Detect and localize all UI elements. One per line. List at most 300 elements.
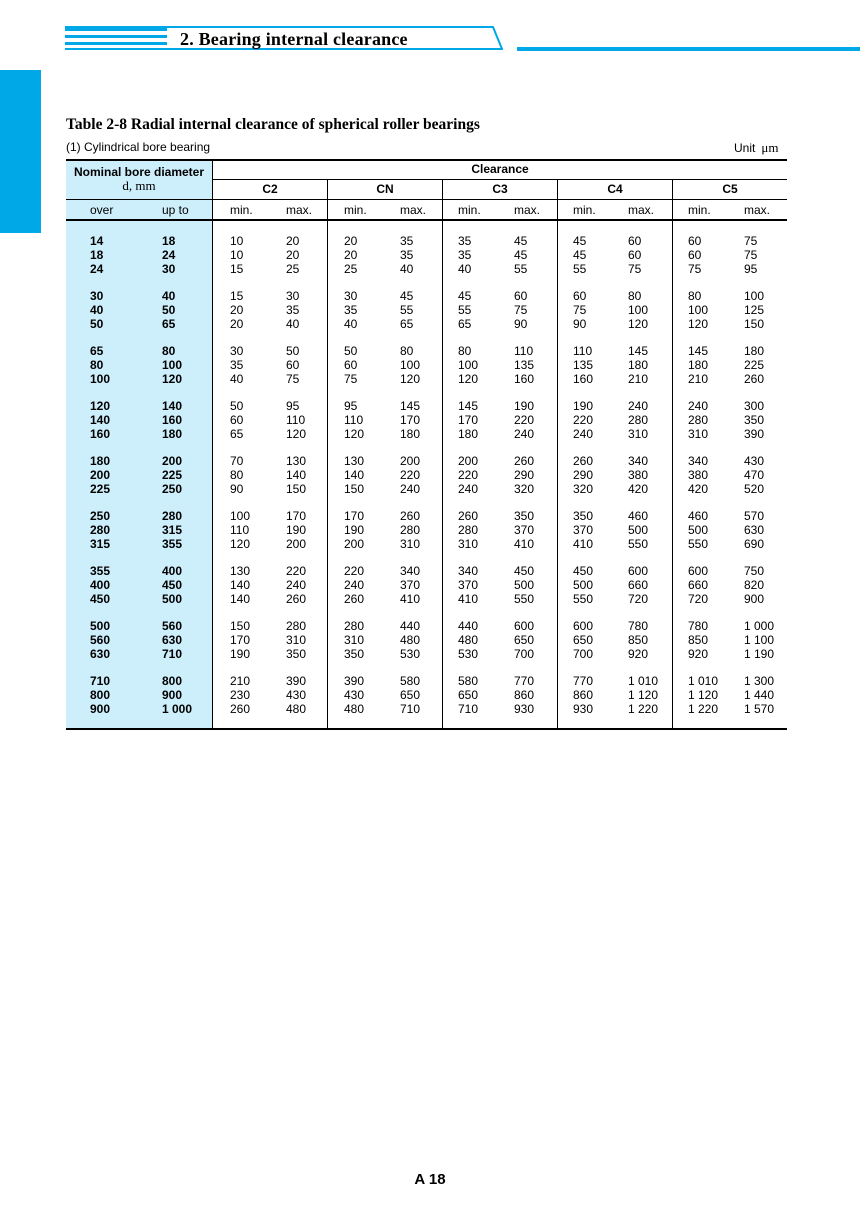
- table-cell: 310: [286, 632, 307, 647]
- group-header: C5: [722, 182, 738, 196]
- table-cell: 140: [344, 467, 365, 482]
- subheader-cell: max.: [628, 203, 655, 217]
- table-cell: 80: [458, 344, 472, 358]
- table-cell: 150: [344, 481, 365, 496]
- table-cell: 145: [628, 344, 649, 358]
- table-cell: 1 300: [744, 674, 775, 688]
- table-cell: 410: [400, 591, 421, 606]
- table-cell: 110: [286, 412, 306, 427]
- table-cell: 720: [628, 591, 649, 606]
- table-cell: 900: [162, 687, 183, 702]
- table-cell: 260: [286, 591, 307, 606]
- table-cell: 170: [400, 412, 421, 427]
- table-cell: 30: [286, 289, 300, 303]
- table-cell: 500: [628, 522, 649, 537]
- table-cell: 550: [573, 591, 594, 606]
- table-cell: 80: [400, 344, 414, 358]
- table-cell: 280: [400, 522, 421, 537]
- table-cell: 300: [744, 399, 765, 413]
- table-cell: 90: [230, 481, 244, 496]
- table-cell: 250: [162, 481, 183, 496]
- table-cell: 710: [90, 674, 111, 688]
- table-cell: 240: [628, 399, 649, 413]
- table-cell: 45: [514, 247, 528, 262]
- table-cell: 35: [458, 234, 472, 248]
- table-cell: 780: [628, 619, 649, 633]
- table-cell: 1 120: [688, 687, 719, 702]
- table-cell: 355: [162, 536, 183, 551]
- table-cell: 430: [744, 454, 765, 468]
- table-cell: 700: [514, 646, 535, 661]
- table-cell: 30: [344, 289, 358, 303]
- table-cell: 1 010: [628, 674, 659, 688]
- table-cell: 1 000: [162, 701, 193, 716]
- table-cell: 710: [162, 646, 183, 661]
- table-cell: 25: [344, 261, 358, 276]
- section-title: 2. Bearing internal clearance: [180, 29, 408, 49]
- table-cell: 1 570: [744, 701, 775, 716]
- table-cell: 290: [514, 467, 535, 482]
- table-cell: 390: [344, 674, 365, 688]
- table-cell: 450: [573, 564, 594, 578]
- table-cell: 500: [514, 577, 535, 592]
- unit-text: Unit: [734, 141, 756, 155]
- table-cell: 95: [286, 399, 300, 413]
- table-cell: 65: [162, 316, 176, 331]
- table-cell: 1 120: [628, 687, 659, 702]
- table-cell: 120: [458, 371, 479, 386]
- table-cell: 60: [514, 289, 528, 303]
- table-cell: 100: [230, 509, 251, 523]
- table-cell: 110: [514, 344, 534, 358]
- table-cell: 65: [230, 426, 244, 441]
- table-cell: 220: [344, 564, 365, 578]
- table-cell: 75: [744, 234, 758, 248]
- table-cell: 310: [458, 536, 479, 551]
- table-cell: 240: [400, 481, 421, 496]
- table-cell: 480: [344, 701, 365, 716]
- table-cell: 60: [688, 247, 702, 262]
- table-cell: 290: [573, 467, 594, 482]
- table-cell: 125: [744, 302, 765, 317]
- table-cell: 340: [628, 454, 649, 468]
- table-cell: 20: [230, 302, 244, 317]
- table-cell: 40: [458, 261, 472, 276]
- table-cell: 410: [458, 591, 479, 606]
- table-cell: 220: [514, 412, 535, 427]
- table-cell: 130: [286, 454, 307, 468]
- table-cell: 750: [744, 564, 765, 578]
- table-cell: 145: [400, 399, 421, 413]
- table-cell: 550: [688, 536, 709, 551]
- subheader-cell: min.: [573, 203, 596, 217]
- table-cell: 630: [162, 632, 183, 647]
- table-cell: 580: [400, 674, 421, 688]
- table-cell: 100: [628, 302, 649, 317]
- table-cell: 390: [744, 426, 765, 441]
- table-cell: 45: [514, 234, 528, 248]
- table-cell: 75: [514, 302, 528, 317]
- table-cell: 18: [162, 234, 176, 248]
- table-cell: 110: [344, 412, 364, 427]
- table-cell: 40: [400, 261, 414, 276]
- table-cell: 280: [286, 619, 307, 633]
- table-cell: 60: [628, 247, 642, 262]
- table-cell: 820: [744, 577, 765, 592]
- table-cell: 190: [514, 399, 535, 413]
- table-cell: 40: [162, 289, 176, 303]
- table-cell: 45: [400, 289, 414, 303]
- group-header: C2: [262, 182, 278, 196]
- table-cell: 30: [230, 344, 244, 358]
- table-cell: 160: [162, 412, 183, 427]
- subheader-cell: min.: [230, 203, 253, 217]
- table-cell: 200: [400, 454, 421, 468]
- table-cell: 340: [458, 564, 479, 578]
- table-cell: 180: [628, 357, 649, 372]
- table-cell: 350: [344, 646, 365, 661]
- table-cell: 10: [230, 234, 244, 248]
- table-cell: 390: [286, 674, 307, 688]
- table-cell: 40: [344, 316, 358, 331]
- table-cell: 1 010: [688, 674, 719, 688]
- table-cell: 310: [628, 426, 649, 441]
- table-cell: 120: [230, 536, 251, 551]
- table-cell: 90: [514, 316, 528, 331]
- table-title: Table 2-8 Radial internal clearance of spherical roller bearings: [66, 116, 480, 133]
- table-cell: 35: [400, 247, 414, 262]
- table-cell: 210: [628, 371, 649, 386]
- header-rule: [66, 199, 787, 200]
- table-cell: 14: [90, 234, 104, 248]
- table-cell: 100: [688, 302, 709, 317]
- page-number: A 18: [414, 1171, 446, 1188]
- group-divider: [557, 180, 558, 729]
- table-cell: 900: [90, 701, 111, 716]
- table-cell: 380: [628, 467, 649, 482]
- table-cell: 240: [458, 481, 479, 496]
- table-cell: 800: [162, 674, 183, 688]
- clearance-header: Clearance: [471, 162, 529, 176]
- table-cell: 200: [458, 454, 479, 468]
- table-cell: 140: [162, 399, 183, 413]
- table-cell: 18: [90, 247, 104, 262]
- table-cell: 530: [400, 646, 421, 661]
- table-cell: 500: [162, 591, 183, 606]
- table-cell: 35: [230, 357, 244, 372]
- table-cell: 460: [688, 509, 709, 523]
- table-cell: 75: [744, 247, 758, 262]
- table-cell: 600: [688, 564, 709, 578]
- table-cell: 225: [90, 481, 111, 496]
- table-cell: 60: [628, 234, 642, 248]
- table-cell: 35: [344, 302, 358, 317]
- table-cell: 280: [90, 522, 111, 537]
- table-cell: 120: [400, 371, 421, 386]
- subheader-cell: max.: [400, 203, 427, 217]
- table-cell: 350: [286, 646, 307, 661]
- table-cell: 120: [90, 399, 111, 413]
- table-cell: 310: [688, 426, 709, 441]
- table-cell: 310: [400, 536, 421, 551]
- table-cell: 420: [688, 481, 709, 496]
- table-cell: 650: [514, 632, 535, 647]
- table-cell: 650: [400, 687, 421, 702]
- side-tab: [0, 70, 41, 233]
- table-cell: 260: [458, 509, 479, 523]
- table-cell: 240: [286, 577, 307, 592]
- table-cell: 30: [162, 261, 176, 276]
- group-header: C4: [607, 182, 623, 196]
- table-cell: 200: [90, 467, 111, 482]
- table-cell: 220: [573, 412, 594, 427]
- table-cell: 55: [458, 302, 472, 317]
- table-cell: 140: [90, 412, 111, 427]
- table-cell: 180: [744, 344, 765, 358]
- table-cell: 260: [744, 371, 765, 386]
- table-cell: 20: [230, 316, 244, 331]
- table-cell: 190: [344, 522, 365, 537]
- table-cell: 380: [688, 467, 709, 482]
- table-cell: 225: [162, 467, 183, 482]
- table-cell: 50: [90, 316, 104, 331]
- table-cell: 500: [688, 522, 709, 537]
- table-cell: 75: [573, 302, 587, 317]
- table-cell: 145: [458, 399, 479, 413]
- table-cell: 430: [344, 687, 365, 702]
- subheader-cell: min.: [344, 203, 367, 217]
- table-cell: 150: [286, 481, 307, 496]
- group-divider: [672, 180, 673, 729]
- table-cell: 160: [573, 371, 594, 386]
- table-cell: 95: [744, 261, 758, 276]
- table-cell: 80: [230, 467, 244, 482]
- table-cell: 350: [744, 412, 765, 427]
- table-cell: 280: [162, 509, 183, 523]
- table-cell: 80: [90, 357, 104, 372]
- table-cell: 660: [628, 577, 649, 592]
- table-cell: 40: [90, 302, 104, 317]
- table-cell: 500: [90, 619, 111, 633]
- table-cell: 30: [90, 289, 104, 303]
- table-cell: 55: [400, 302, 414, 317]
- group-divider: [327, 180, 328, 729]
- table-cell: 280: [688, 412, 709, 427]
- table-cell: 140: [230, 591, 251, 606]
- table-subtitle: (1) Cylindrical bore bearing: [66, 140, 211, 154]
- table-cell: 260: [230, 701, 251, 716]
- unit-symbol: μm: [761, 140, 779, 155]
- table-cell: 65: [400, 316, 414, 331]
- table-cell: 850: [628, 632, 649, 647]
- table-cell: 850: [688, 632, 709, 647]
- table-cell: 570: [744, 509, 765, 523]
- table-cell: 80: [628, 289, 642, 303]
- table-cell: 100: [400, 357, 421, 372]
- table-cell: 140: [230, 577, 251, 592]
- table-cell: 430: [286, 687, 307, 702]
- table-cell: 220: [286, 564, 307, 578]
- table-cell: 370: [573, 522, 594, 537]
- table-cell: 75: [286, 371, 300, 386]
- table-cell: 860: [514, 687, 535, 702]
- table-bottom-rule: [66, 728, 787, 730]
- table-cell: 440: [400, 619, 421, 633]
- table-cell: 320: [573, 481, 594, 496]
- table-cell: 160: [90, 426, 111, 441]
- table-cell: 160: [514, 371, 535, 386]
- subheader-cell: max.: [286, 203, 313, 217]
- table-cell: 230: [230, 687, 251, 702]
- table-cell: 65: [90, 344, 104, 358]
- table-cell: 410: [573, 536, 594, 551]
- table-cell: 35: [400, 234, 414, 248]
- table-top-rule: [66, 159, 787, 161]
- table-cell: 400: [90, 577, 111, 592]
- table-cell: 410: [514, 536, 535, 551]
- table-cell: 320: [514, 481, 535, 496]
- table-cell: 190: [286, 522, 307, 537]
- table-cell: 280: [458, 522, 479, 537]
- table-cell: 120: [628, 316, 649, 331]
- table-cell: 250: [90, 509, 111, 523]
- table-cell: 340: [400, 564, 421, 578]
- table-cell: 24: [162, 247, 176, 262]
- table-cell: 110: [573, 344, 593, 358]
- table-cell: 50: [162, 302, 176, 317]
- table-cell: 460: [628, 509, 649, 523]
- table-cell: 145: [688, 344, 709, 358]
- table-cell: 75: [344, 371, 358, 386]
- table-cell: 190: [230, 646, 251, 661]
- table-cell: 60: [344, 357, 358, 372]
- table-cell: 720: [688, 591, 709, 606]
- table-cell: 170: [230, 632, 251, 647]
- clearance-rule: [213, 179, 787, 180]
- subheader-cell: max.: [744, 203, 771, 217]
- table-cell: 900: [744, 591, 765, 606]
- table-cell: 260: [573, 454, 594, 468]
- table-cell: 450: [162, 577, 183, 592]
- table-cell: 50: [286, 344, 300, 358]
- table-cell: 140: [286, 467, 307, 482]
- table-cell: 45: [458, 289, 472, 303]
- header-rule: [517, 47, 860, 51]
- table-cell: 690: [744, 536, 765, 551]
- table-cell: 530: [458, 646, 479, 661]
- table-cell: 40: [230, 371, 244, 386]
- table-cell: 80: [162, 344, 176, 358]
- table-cell: 240: [514, 426, 535, 441]
- table-cell: 100: [162, 357, 183, 372]
- table-cell: 930: [514, 701, 535, 716]
- table-cell: 60: [688, 234, 702, 248]
- table-cell: 50: [344, 344, 358, 358]
- table-cell: 600: [514, 619, 535, 633]
- table-cell: 120: [286, 426, 307, 441]
- table-cell: 20: [286, 247, 300, 262]
- table-cell: 370: [400, 577, 421, 592]
- table-cell: 130: [344, 454, 365, 468]
- table-cell: 75: [688, 261, 702, 276]
- group-divider: [442, 180, 443, 729]
- table-cell: 500: [573, 577, 594, 592]
- table-cell: 470: [744, 467, 765, 482]
- table-cell: 1 000: [744, 619, 775, 633]
- table-cell: 15: [230, 289, 244, 303]
- table-cell: 95: [344, 399, 358, 413]
- table-cell: 550: [628, 536, 649, 551]
- bore-divider: [212, 160, 213, 729]
- bore-column-fill: [66, 160, 212, 729]
- table-cell: 35: [286, 302, 300, 317]
- table-cell: 220: [400, 467, 421, 482]
- table-cell: 770: [514, 674, 535, 688]
- table-cell: 350: [514, 509, 535, 523]
- table-cell: 1 440: [744, 687, 775, 702]
- table-cell: 700: [573, 646, 594, 661]
- table-cell: 45: [573, 247, 587, 262]
- table-cell: 580: [458, 674, 479, 688]
- table-cell: 60: [573, 289, 587, 303]
- subheader-cell: min.: [458, 203, 481, 217]
- table-cell: 1 190: [744, 646, 775, 661]
- table-cell: 170: [458, 412, 479, 427]
- table-cell: 240: [344, 577, 365, 592]
- table-cell: 310: [344, 632, 365, 647]
- table-cell: 75: [628, 261, 642, 276]
- table-cell: 280: [344, 619, 365, 633]
- table-cell: 600: [573, 619, 594, 633]
- table-cell: 780: [688, 619, 709, 633]
- table-cell: 660: [688, 577, 709, 592]
- subheader-cell: up to: [162, 203, 189, 217]
- table-cell: 50: [230, 399, 244, 413]
- table-cell: 550: [514, 591, 535, 606]
- table-cell: 90: [573, 316, 587, 331]
- table-cell: 210: [688, 371, 709, 386]
- subheader-cell: min.: [688, 203, 711, 217]
- table-cell: 240: [573, 426, 594, 441]
- table-cell: 15: [230, 261, 244, 276]
- table-cell: 560: [90, 632, 111, 647]
- table-cell: 480: [286, 701, 307, 716]
- table-cell: 60: [230, 412, 244, 427]
- table-cell: 315: [90, 536, 111, 551]
- table-cell: 800: [90, 687, 111, 702]
- table-cell: 180: [90, 454, 111, 468]
- table-cell: 45: [573, 234, 587, 248]
- table-cell: 25: [286, 261, 300, 276]
- table-cell: 70: [230, 454, 244, 468]
- table-cell: 450: [90, 591, 111, 606]
- table-cell: 100: [458, 357, 479, 372]
- table-cell: 920: [688, 646, 709, 661]
- table-cell: 520: [744, 481, 765, 496]
- table-cell: 65: [458, 316, 472, 331]
- table-cell: 150: [230, 619, 251, 633]
- clearance-table: [66, 159, 787, 730]
- subheader-rule: [66, 219, 787, 221]
- table-cell: 920: [628, 646, 649, 661]
- group-header: C3: [492, 182, 508, 196]
- table-cell: 200: [162, 454, 183, 468]
- table-cell: 710: [400, 701, 421, 716]
- table-cell: 770: [573, 674, 594, 688]
- table-cell: 355: [90, 564, 111, 578]
- table-cell: 930: [573, 701, 594, 716]
- table-cell: 20: [286, 234, 300, 248]
